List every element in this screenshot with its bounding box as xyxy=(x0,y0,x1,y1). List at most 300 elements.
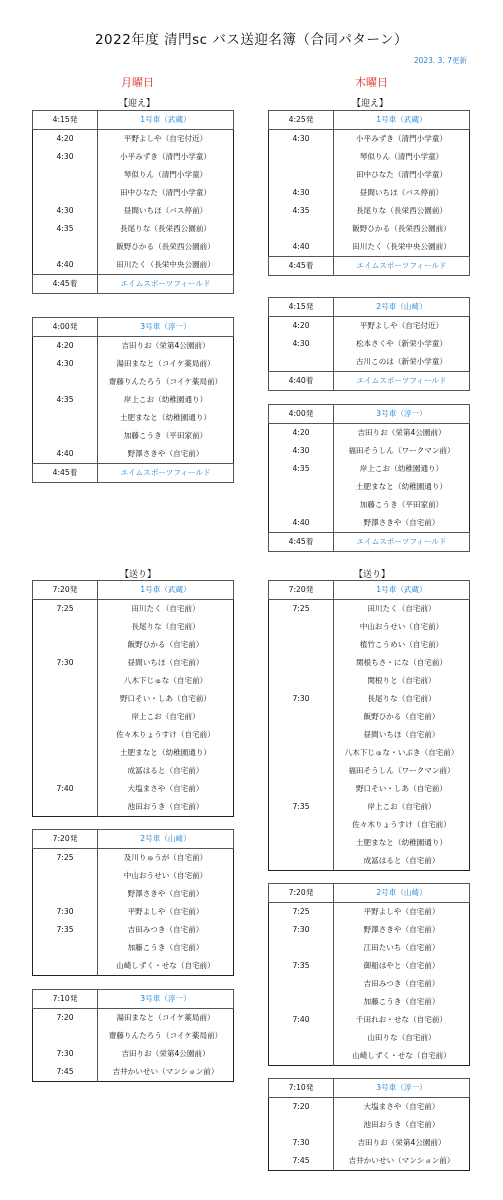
passenger-cell: 及川りゅうが（自宅前） xyxy=(123,853,208,862)
passenger-cell: 田中ひなた（清門小学童） xyxy=(355,170,448,179)
passenger-cell: 湯田まなと（コイケ薬局前） xyxy=(116,1013,215,1022)
time-cell xyxy=(269,726,334,744)
time-cell: 4:20 xyxy=(33,337,98,356)
passenger-cell: 土肥まなと（幼稚園通り） xyxy=(119,748,212,757)
time-cell xyxy=(33,708,98,726)
time-cell: 4:00発 xyxy=(269,405,334,424)
time-cell: 7:20発 xyxy=(269,884,334,903)
passenger-cell: 関根ちさ・にな（自宅前） xyxy=(355,658,448,667)
passenger-cell: 千田れお・せな（自宅前） xyxy=(355,1015,448,1024)
passenger-cell: 植竹こうめい（自宅前） xyxy=(359,640,444,649)
passenger-cell: 福田そうしん（ワークマン前） xyxy=(348,446,455,455)
time-cell: 4:45着 xyxy=(33,275,98,294)
table-row xyxy=(269,921,470,939)
time-cell xyxy=(33,373,98,391)
time-cell: 7:25 xyxy=(33,600,98,619)
table-row xyxy=(269,1047,470,1066)
passenger-cell: 野口そい・しあ（自宅前） xyxy=(355,784,448,793)
time-cell xyxy=(269,618,334,636)
passenger-cell: 平野よしや（自宅付近） xyxy=(123,134,208,143)
passenger-cell: 長尾りな（長栄西公園前） xyxy=(119,224,212,233)
table-row xyxy=(269,1098,470,1117)
time-cell: 7:20 xyxy=(33,1009,98,1028)
passenger-cell: 小平みずき（清門小学童） xyxy=(119,152,212,161)
arrival-row xyxy=(269,533,470,552)
table-row xyxy=(33,445,234,464)
passenger-cell: 田川たく（自宅前） xyxy=(131,604,200,613)
table-row xyxy=(269,514,470,533)
time-cell: 4:15発 xyxy=(33,111,98,130)
table-row xyxy=(269,460,470,478)
time-cell xyxy=(33,744,98,762)
table-row xyxy=(33,780,234,798)
passenger-cell: 2号車（山崎） xyxy=(98,830,234,849)
time-cell: 4:40 xyxy=(33,256,98,275)
passenger-cell: 平野よしや（自宅前） xyxy=(363,907,440,916)
passenger-cell: 長尾りな（長栄西公園前） xyxy=(355,206,448,215)
arrival-row xyxy=(33,464,234,483)
time-cell xyxy=(33,184,98,202)
passenger-cell: 吉田りお（栄第4公園前） xyxy=(121,1049,210,1058)
time-cell: 7:20 xyxy=(269,1098,334,1117)
passenger-cell: 池田おうき（自宅前） xyxy=(363,1120,440,1129)
time-cell xyxy=(269,762,334,780)
table-row xyxy=(269,1011,470,1029)
table-row xyxy=(269,148,470,166)
table-row xyxy=(269,238,470,257)
passenger-cell: 関根りと（自宅前） xyxy=(367,676,436,685)
table-row xyxy=(33,130,234,149)
time-cell xyxy=(269,166,334,184)
passenger-cell: 1号車（武蔵） xyxy=(334,111,470,130)
time-cell xyxy=(269,672,334,690)
bus-header-row xyxy=(33,990,234,1009)
time-cell xyxy=(33,867,98,885)
passenger-cell: 昼間いちほ（バス停前） xyxy=(123,206,208,215)
passenger-cell: 岸上こお（幼稚園通り） xyxy=(123,395,208,404)
passenger-cell: 池田おうき（自宅前） xyxy=(127,802,204,811)
time-cell: 4:35 xyxy=(269,202,334,220)
table-row xyxy=(33,903,234,921)
time-cell: 4:20 xyxy=(269,317,334,336)
time-cell xyxy=(269,852,334,871)
passenger-cell: 加藤こうき（平田家前） xyxy=(123,431,208,440)
time-cell: 4:30 xyxy=(33,148,98,166)
time-cell xyxy=(33,636,98,654)
table-row xyxy=(33,672,234,690)
table-row xyxy=(269,903,470,922)
bus-header-row xyxy=(269,405,470,424)
passenger-cell: 佐々木りょうすけ（自宅前） xyxy=(352,820,451,829)
table-row xyxy=(269,762,470,780)
time-cell xyxy=(269,148,334,166)
passenger-cell: エイムスポーツフィールド xyxy=(334,372,470,391)
time-cell xyxy=(269,939,334,957)
updated-date: 2023. 3. 7更新 xyxy=(413,56,467,65)
table-row xyxy=(269,424,470,443)
time-cell xyxy=(33,762,98,780)
table-row xyxy=(269,1116,470,1134)
passenger-cell: 飯野ひかる（長栄西公園前） xyxy=(352,224,451,233)
passenger-cell: 昼間いちほ（バス停前） xyxy=(359,188,444,197)
table-row xyxy=(33,618,234,636)
schedule-table-thursday-dropoff-bus2 xyxy=(268,883,470,1066)
table-row xyxy=(33,726,234,744)
time-cell: 4:30 xyxy=(269,130,334,149)
time-cell xyxy=(269,478,334,496)
passenger-cell: 田川たく（長栄中央公園前） xyxy=(352,242,451,251)
time-cell: 4:40着 xyxy=(269,372,334,391)
table-row xyxy=(269,690,470,708)
time-cell: 4:30 xyxy=(33,355,98,373)
section-dropoff-thursday: 【送り】 xyxy=(354,570,391,580)
passenger-cell: 2号車（山崎） xyxy=(334,298,470,317)
schedule-table-monday-pickup-bus3 xyxy=(32,317,234,483)
time-cell: 4:20 xyxy=(33,130,98,149)
time-cell xyxy=(269,654,334,672)
time-cell xyxy=(33,885,98,903)
time-cell: 4:35 xyxy=(33,391,98,409)
table-row xyxy=(33,373,234,391)
passenger-cell: 平野よしや（自宅前） xyxy=(127,907,204,916)
time-cell xyxy=(269,220,334,238)
passenger-cell: 小平みずき（清門小学童） xyxy=(355,134,448,143)
passenger-cell: 吉井かいせい（マンション前） xyxy=(348,1156,455,1165)
time-cell: 7:40 xyxy=(269,1011,334,1029)
passenger-cell: 八木下じゅな（自宅前） xyxy=(123,676,208,685)
time-cell: 4:45着 xyxy=(33,464,98,483)
passenger-cell: エイムスポーツフィールド xyxy=(334,533,470,552)
passenger-cell: 齋藤りんたろう（コイケ薬局前） xyxy=(108,377,223,386)
time-cell: 4:45着 xyxy=(269,533,334,552)
table-row xyxy=(33,337,234,356)
passenger-cell: 琴似りん（清門小学童） xyxy=(359,152,444,161)
time-cell: 7:35 xyxy=(33,921,98,939)
passenger-cell: 飯野ひかる（自宅前） xyxy=(363,712,440,721)
table-row xyxy=(269,1134,470,1152)
table-row xyxy=(33,184,234,202)
passenger-cell: 湯田まなと（コイケ薬局前） xyxy=(116,359,215,368)
time-cell: 7:25 xyxy=(269,600,334,619)
table-row xyxy=(33,391,234,409)
table-row xyxy=(269,1029,470,1047)
passenger-cell: 松本さくや（新栄小学童） xyxy=(355,339,448,348)
schedule-table-thursday-pickup-bus1 xyxy=(268,110,470,276)
day-heading-thursday: 木曜日 xyxy=(355,76,388,89)
passenger-cell: 山田りな（自宅前） xyxy=(367,1033,436,1042)
time-cell xyxy=(269,1116,334,1134)
table-row xyxy=(269,618,470,636)
passenger-cell: 大塩まさや（自宅前） xyxy=(363,1102,440,1111)
passenger-cell: 飯野ひかる（自宅前） xyxy=(127,640,204,649)
table-row xyxy=(33,148,234,166)
passenger-cell: 野澤さきや（自宅前） xyxy=(363,925,440,934)
time-cell xyxy=(33,166,98,184)
table-row xyxy=(33,708,234,726)
table-row xyxy=(33,1009,234,1028)
schedule-table-monday-pickup-bus1 xyxy=(32,110,234,294)
time-cell: 7:20発 xyxy=(33,830,98,849)
time-cell: 4:30 xyxy=(269,184,334,202)
table-row xyxy=(33,409,234,427)
table-row xyxy=(33,939,234,957)
time-cell: 4:35 xyxy=(269,460,334,478)
time-cell: 7:30 xyxy=(33,654,98,672)
table-row xyxy=(269,744,470,762)
passenger-cell: 山崎しずく・せな（自宅前） xyxy=(116,961,215,970)
passenger-cell: 3号車（淳一） xyxy=(334,1079,470,1098)
passenger-cell: 平野よしや（自宅付近） xyxy=(359,321,444,330)
time-cell xyxy=(269,708,334,726)
bus-header-row xyxy=(33,830,234,849)
table-row xyxy=(33,600,234,619)
schedule-table-monday-dropoff-bus2 xyxy=(32,829,234,976)
time-cell xyxy=(33,690,98,708)
table-row xyxy=(33,762,234,780)
passenger-cell: 田川たく（自宅前） xyxy=(367,604,436,613)
passenger-cell: 古川このは（新栄小学童） xyxy=(355,357,448,366)
time-cell xyxy=(269,780,334,798)
schedule-table-thursday-pickup-bus3 xyxy=(268,404,470,552)
time-cell xyxy=(269,1029,334,1047)
passenger-cell: 山崎しずく・せな（自宅前） xyxy=(352,1051,451,1060)
time-cell xyxy=(269,1047,334,1066)
time-cell: 7:30 xyxy=(33,903,98,921)
time-cell: 7:10発 xyxy=(269,1079,334,1098)
time-cell: 4:35 xyxy=(33,220,98,238)
table-row xyxy=(269,130,470,149)
time-cell: 7:45 xyxy=(269,1152,334,1171)
time-cell xyxy=(269,975,334,993)
passenger-cell: 成冨はると（自宅前） xyxy=(363,856,440,865)
schedule-table-thursday-pickup-bus2 xyxy=(268,297,470,391)
table-row xyxy=(269,220,470,238)
arrival-row xyxy=(33,275,234,294)
table-row xyxy=(33,690,234,708)
time-cell xyxy=(269,834,334,852)
bus-header-row xyxy=(33,111,234,130)
table-row xyxy=(269,636,470,654)
passenger-cell: 御船はやと（自宅前） xyxy=(363,961,440,970)
passenger-cell: 吉田りお（栄第4公園前） xyxy=(357,1138,446,1147)
passenger-cell: 3号車（淳一） xyxy=(98,318,234,337)
bus-header-row xyxy=(269,884,470,903)
table-row xyxy=(33,867,234,885)
bus-header-row xyxy=(269,298,470,317)
table-row xyxy=(269,798,470,816)
passenger-cell: 野澤さきや（自宅前） xyxy=(127,449,204,458)
time-cell: 4:40 xyxy=(269,238,334,257)
passenger-cell: 1号車（武蔵） xyxy=(98,581,234,600)
time-cell: 7:20発 xyxy=(33,581,98,600)
passenger-cell: 加藤こうき（平田家前） xyxy=(359,500,444,509)
time-cell: 7:35 xyxy=(269,957,334,975)
time-cell: 4:15発 xyxy=(269,298,334,317)
table-row xyxy=(33,798,234,817)
passenger-cell: 土肥まなと（幼稚園通り） xyxy=(355,482,448,491)
time-cell xyxy=(33,798,98,817)
passenger-cell: 中山おうせい（自宅前） xyxy=(123,871,208,880)
time-cell: 4:40 xyxy=(33,445,98,464)
table-row xyxy=(33,921,234,939)
passenger-cell: 田中ひなた（清門小学童） xyxy=(119,188,212,197)
section-pickup-monday: 【迎え】 xyxy=(119,99,156,109)
table-row xyxy=(269,852,470,871)
passenger-cell: 土肥まなと（幼稚園通り） xyxy=(119,413,212,422)
passenger-cell: 福田そうしん（ワークマン前） xyxy=(348,766,455,775)
table-row xyxy=(33,427,234,445)
table-row xyxy=(33,1063,234,1082)
table-row xyxy=(269,317,470,336)
passenger-cell: 長尾りな（自宅前） xyxy=(367,694,436,703)
passenger-cell: 琴似りん（清門小学童） xyxy=(123,170,208,179)
table-row xyxy=(269,184,470,202)
schedule-table-thursday-dropoff-bus3 xyxy=(268,1078,470,1171)
table-row xyxy=(269,1152,470,1171)
table-row xyxy=(33,202,234,220)
time-cell: 7:30 xyxy=(269,921,334,939)
passenger-cell: 吉田みつき（自宅前） xyxy=(363,979,440,988)
passenger-cell: 吉田りお（栄第4公園前） xyxy=(357,428,446,437)
table-row xyxy=(33,744,234,762)
time-cell: 7:35 xyxy=(269,798,334,816)
passenger-cell: 岸上こお（幼稚園通り） xyxy=(359,464,444,473)
table-row xyxy=(33,1027,234,1045)
time-cell: 7:45 xyxy=(33,1063,98,1082)
time-cell: 4:00発 xyxy=(33,318,98,337)
time-cell xyxy=(269,816,334,834)
table-row xyxy=(269,600,470,619)
time-cell xyxy=(269,636,334,654)
passenger-cell: 3号車（淳一） xyxy=(334,405,470,424)
time-cell xyxy=(33,726,98,744)
passenger-cell: 野澤さきや（自宅前） xyxy=(127,889,204,898)
time-cell: 4:40 xyxy=(269,514,334,533)
table-row xyxy=(269,335,470,353)
passenger-cell: 長尾りな（自宅前） xyxy=(131,622,200,631)
passenger-cell: 中山おうせい（自宅前） xyxy=(359,622,444,631)
time-cell: 7:25 xyxy=(269,903,334,922)
time-cell xyxy=(269,744,334,762)
arrival-row xyxy=(269,257,470,276)
passenger-cell: 吉井かいせい（マンション前） xyxy=(112,1067,219,1076)
document-title: 2022年度 清門sc バス送迎名簿（合同パターン） xyxy=(94,32,409,48)
passenger-cell: 昼間いちほ（自宅前） xyxy=(363,730,440,739)
table-row xyxy=(269,816,470,834)
passenger-cell: 加藤こうき（自宅前） xyxy=(363,997,440,1006)
time-cell xyxy=(269,496,334,514)
time-cell: 4:30 xyxy=(269,335,334,353)
time-cell: 7:25 xyxy=(33,849,98,868)
passenger-cell: 江田たいち（自宅前） xyxy=(363,943,440,952)
passenger-cell: 1号車（武蔵） xyxy=(334,581,470,600)
passenger-cell: 八木下じゅな・いぶき（自宅前） xyxy=(344,748,459,757)
table-row xyxy=(269,478,470,496)
time-cell: 7:30 xyxy=(269,1134,334,1152)
arrival-row xyxy=(269,372,470,391)
passenger-cell: 成冨はると（自宅前） xyxy=(127,766,204,775)
passenger-cell: 1号車（武蔵） xyxy=(98,111,234,130)
table-row xyxy=(33,957,234,976)
time-cell: 4:20 xyxy=(269,424,334,443)
table-row xyxy=(269,353,470,372)
bus-header-row xyxy=(269,581,470,600)
passenger-cell: 田川たく（長栄中央公園前） xyxy=(116,260,215,269)
time-cell xyxy=(33,672,98,690)
table-row xyxy=(33,238,234,256)
table-row xyxy=(269,780,470,798)
time-cell xyxy=(33,1027,98,1045)
table-row xyxy=(269,708,470,726)
passenger-cell: 吉田りお（栄第4公園前） xyxy=(121,341,210,350)
time-cell: 4:30 xyxy=(33,202,98,220)
passenger-cell: 昼間いちほ（自宅前） xyxy=(127,658,204,667)
table-row xyxy=(33,166,234,184)
passenger-cell: 飯野ひかる（長栄西公園前） xyxy=(116,242,215,251)
time-cell: 7:30 xyxy=(33,1045,98,1063)
time-cell: 7:20発 xyxy=(269,581,334,600)
passenger-cell: 齋藤りんたろう（コイケ薬局前） xyxy=(108,1031,223,1040)
time-cell xyxy=(269,353,334,372)
table-row xyxy=(33,256,234,275)
table-row xyxy=(269,975,470,993)
time-cell xyxy=(269,993,334,1011)
time-cell xyxy=(33,618,98,636)
day-heading-monday: 月曜日 xyxy=(121,76,154,89)
table-row xyxy=(33,220,234,238)
table-row xyxy=(269,834,470,852)
passenger-cell: 加藤こうき（自宅前） xyxy=(127,943,204,952)
bus-header-row xyxy=(269,1079,470,1098)
passenger-cell: エイムスポーツフィールド xyxy=(98,464,234,483)
table-row xyxy=(269,939,470,957)
passenger-cell: 岸上こお（自宅前） xyxy=(131,712,200,721)
table-row xyxy=(33,355,234,373)
passenger-cell: 野口そい・しあ（自宅前） xyxy=(119,694,212,703)
table-row xyxy=(269,672,470,690)
table-row xyxy=(269,957,470,975)
schedule-table-monday-dropoff-bus3 xyxy=(32,989,234,1082)
table-row xyxy=(269,166,470,184)
passenger-cell: 土肥まなと（幼稚園通り） xyxy=(355,838,448,847)
bus-header-row xyxy=(269,111,470,130)
passenger-cell: 吉田みつき（自宅前） xyxy=(127,925,204,934)
schedule-table-thursday-dropoff-bus1 xyxy=(268,580,470,871)
time-cell xyxy=(33,427,98,445)
time-cell: 4:45着 xyxy=(269,257,334,276)
time-cell xyxy=(33,939,98,957)
time-cell: 4:30 xyxy=(269,442,334,460)
passenger-cell: エイムスポーツフィールド xyxy=(98,275,234,294)
bus-header-row xyxy=(33,581,234,600)
schedule-table-monday-dropoff-bus1 xyxy=(32,580,234,817)
passenger-cell: エイムスポーツフィールド xyxy=(334,257,470,276)
table-row xyxy=(33,849,234,868)
table-row xyxy=(269,993,470,1011)
time-cell xyxy=(33,409,98,427)
passenger-cell: 岸上こお（自宅前） xyxy=(367,802,436,811)
table-row xyxy=(269,496,470,514)
time-cell: 7:40 xyxy=(33,780,98,798)
passenger-cell: 野澤さきや（自宅前） xyxy=(363,518,440,527)
time-cell: 7:30 xyxy=(269,690,334,708)
table-row xyxy=(269,654,470,672)
bus-header-row xyxy=(33,318,234,337)
table-row xyxy=(33,1045,234,1063)
table-row xyxy=(33,885,234,903)
passenger-cell: 大塩まさや（自宅前） xyxy=(127,784,204,793)
table-row xyxy=(269,202,470,220)
